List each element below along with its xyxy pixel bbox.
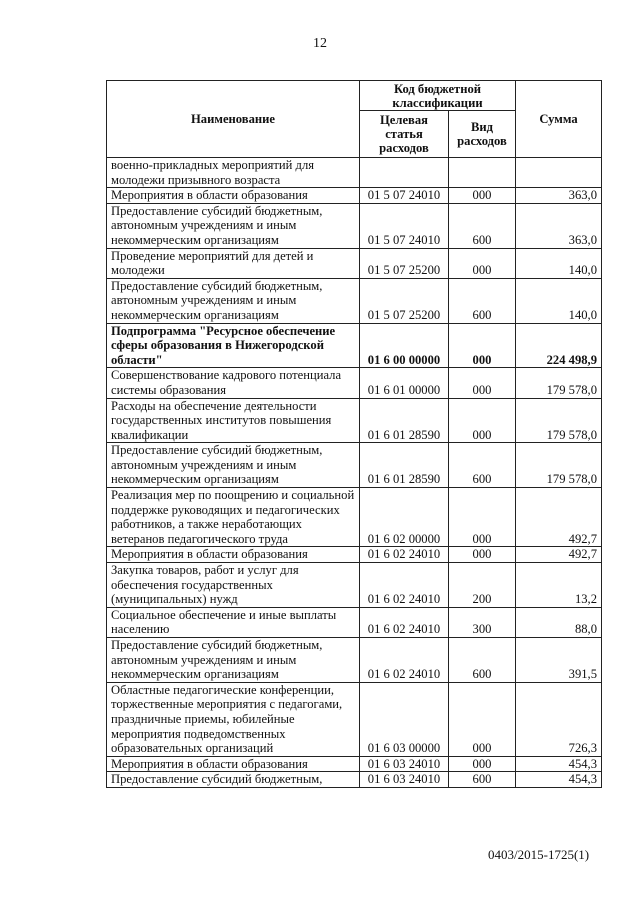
row-name: Мероприятия в области образования: [107, 188, 360, 204]
row-expense-kind: 600: [449, 203, 516, 248]
table-row: [107, 563, 602, 608]
row-sum: 363,0: [516, 188, 602, 204]
row-expense-kind: 600: [449, 278, 516, 323]
row-name: Предоставление субсидий бюджетным,: [107, 772, 360, 788]
header-kind: Вид расходов: [449, 111, 516, 158]
row-sum: 391,5: [516, 638, 602, 683]
table-row: [107, 443, 602, 488]
row-name: Мероприятия в области образования: [107, 756, 360, 772]
row-name: Социальное обеспечение и иные выплаты населению: [107, 607, 360, 637]
row-expense-kind: 000: [449, 756, 516, 772]
row-name: Проведение мероприятий для детей и молодежи: [107, 248, 360, 278]
row-expense-kind: 000: [449, 682, 516, 756]
table-row: [107, 158, 602, 188]
row-sum: 454,3: [516, 756, 602, 772]
row-name: Реализация мер по поощрению и социальной поддержке руководящих и педагогических работников, а также неработающих ветеранов педагогического труда: [107, 488, 360, 547]
row-target-code: 01 5 07 24010: [360, 188, 449, 204]
row-expense-kind: 000: [449, 248, 516, 278]
header-sum: Сумма: [516, 81, 602, 158]
table-body: [107, 158, 602, 788]
row-name: военно-прикладных мероприятий для молодежи призывного возраста: [107, 158, 360, 188]
row-expense-kind: 600: [449, 443, 516, 488]
row-target-code: 01 6 01 28590: [360, 398, 449, 443]
table-row: [107, 638, 602, 683]
table-row: [107, 772, 602, 788]
row-sum: 492,7: [516, 488, 602, 547]
row-sum: [516, 158, 602, 188]
row-name: Совершенствование кадрового потенциала системы образования: [107, 368, 360, 398]
row-expense-kind: 000: [449, 323, 516, 368]
row-expense-kind: 000: [449, 488, 516, 547]
row-sum: 179 578,0: [516, 368, 602, 398]
table-row: [107, 756, 602, 772]
row-name: Мероприятия в области образования: [107, 547, 360, 563]
row-name: Областные педагогические конференции, торжественные мероприятия с педагогами, праздничные приемы, юбилейные мероприятия подведомственных образовательных организаций: [107, 682, 360, 756]
header-name: Наименование: [107, 81, 360, 158]
row-sum: 13,2: [516, 563, 602, 608]
row-expense-kind: 000: [449, 188, 516, 204]
row-sum: 179 578,0: [516, 398, 602, 443]
row-target-code: 01 6 00 00000: [360, 323, 449, 368]
row-expense-kind: 000: [449, 398, 516, 443]
row-target-code: 01 6 02 24010: [360, 563, 449, 608]
row-sum: 726,3: [516, 682, 602, 756]
header-code-group: Код бюджетной классификации: [360, 81, 516, 111]
row-name: Предоставление субсидий бюджетным, автономным учреждениям и иным некоммерческим организациям: [107, 443, 360, 488]
table-row: [107, 368, 602, 398]
table-row: [107, 248, 602, 278]
row-target-code: 01 5 07 25200: [360, 278, 449, 323]
row-target-code: 01 5 07 24010: [360, 203, 449, 248]
row-target-code: 01 6 01 28590: [360, 443, 449, 488]
table-row: [107, 188, 602, 204]
table-row: [107, 682, 602, 756]
header-target: Целевая статья расходов: [360, 111, 449, 158]
page-number: 12: [313, 36, 327, 51]
row-expense-kind: [449, 158, 516, 188]
row-name: Предоставление субсидий бюджетным, автономным учреждениям и иным некоммерческим организациям: [107, 638, 360, 683]
row-expense-kind: 600: [449, 772, 516, 788]
row-expense-kind: 600: [449, 638, 516, 683]
row-name: Расходы на обеспечение деятельности государственных институтов повышения квалификации: [107, 398, 360, 443]
row-target-code: 01 6 02 00000: [360, 488, 449, 547]
row-target-code: 01 6 03 00000: [360, 682, 449, 756]
row-target-code: 01 6 03 24010: [360, 772, 449, 788]
row-expense-kind: 000: [449, 368, 516, 398]
table-row: [107, 398, 602, 443]
row-name: Предоставление субсидий бюджетным, автономным учреждениям и иным некоммерческим организациям: [107, 203, 360, 248]
row-name: Подпрограмма "Ресурсное обеспечение сферы образования в Нижегородской области": [107, 323, 360, 368]
table-row: [107, 547, 602, 563]
row-expense-kind: 300: [449, 607, 516, 637]
table-row: [107, 203, 602, 248]
table-row: [107, 278, 602, 323]
row-target-code: 01 6 02 24010: [360, 547, 449, 563]
table-row: [107, 488, 602, 547]
row-expense-kind: 000: [449, 547, 516, 563]
row-name: Предоставление субсидий бюджетным, автономным учреждениям и иным некоммерческим организациям: [107, 278, 360, 323]
row-sum: 224 498,9: [516, 323, 602, 368]
row-target-code: 01 6 02 24010: [360, 607, 449, 637]
budget-table: [106, 80, 602, 788]
document-code: 0403/2015-1725(1): [488, 847, 590, 862]
row-sum: 140,0: [516, 248, 602, 278]
row-sum: 140,0: [516, 278, 602, 323]
table-row: [107, 607, 602, 637]
row-target-code: 01 5 07 25200: [360, 248, 449, 278]
row-expense-kind: 200: [449, 563, 516, 608]
row-target-code: 01 6 02 24010: [360, 638, 449, 683]
table-header: [107, 81, 602, 158]
row-sum: 179 578,0: [516, 443, 602, 488]
row-target-code: 01 6 03 24010: [360, 756, 449, 772]
row-sum: 88,0: [516, 607, 602, 637]
row-target-code: 01 6 01 00000: [360, 368, 449, 398]
row-sum: 363,0: [516, 203, 602, 248]
row-sum: 454,3: [516, 772, 602, 788]
row-target-code: [360, 158, 449, 188]
row-sum: 492,7: [516, 547, 602, 563]
table-row: [107, 323, 602, 368]
row-name: Закупка товаров, работ и услуг для обеспечения государственных (муниципальных) нужд: [107, 563, 360, 608]
